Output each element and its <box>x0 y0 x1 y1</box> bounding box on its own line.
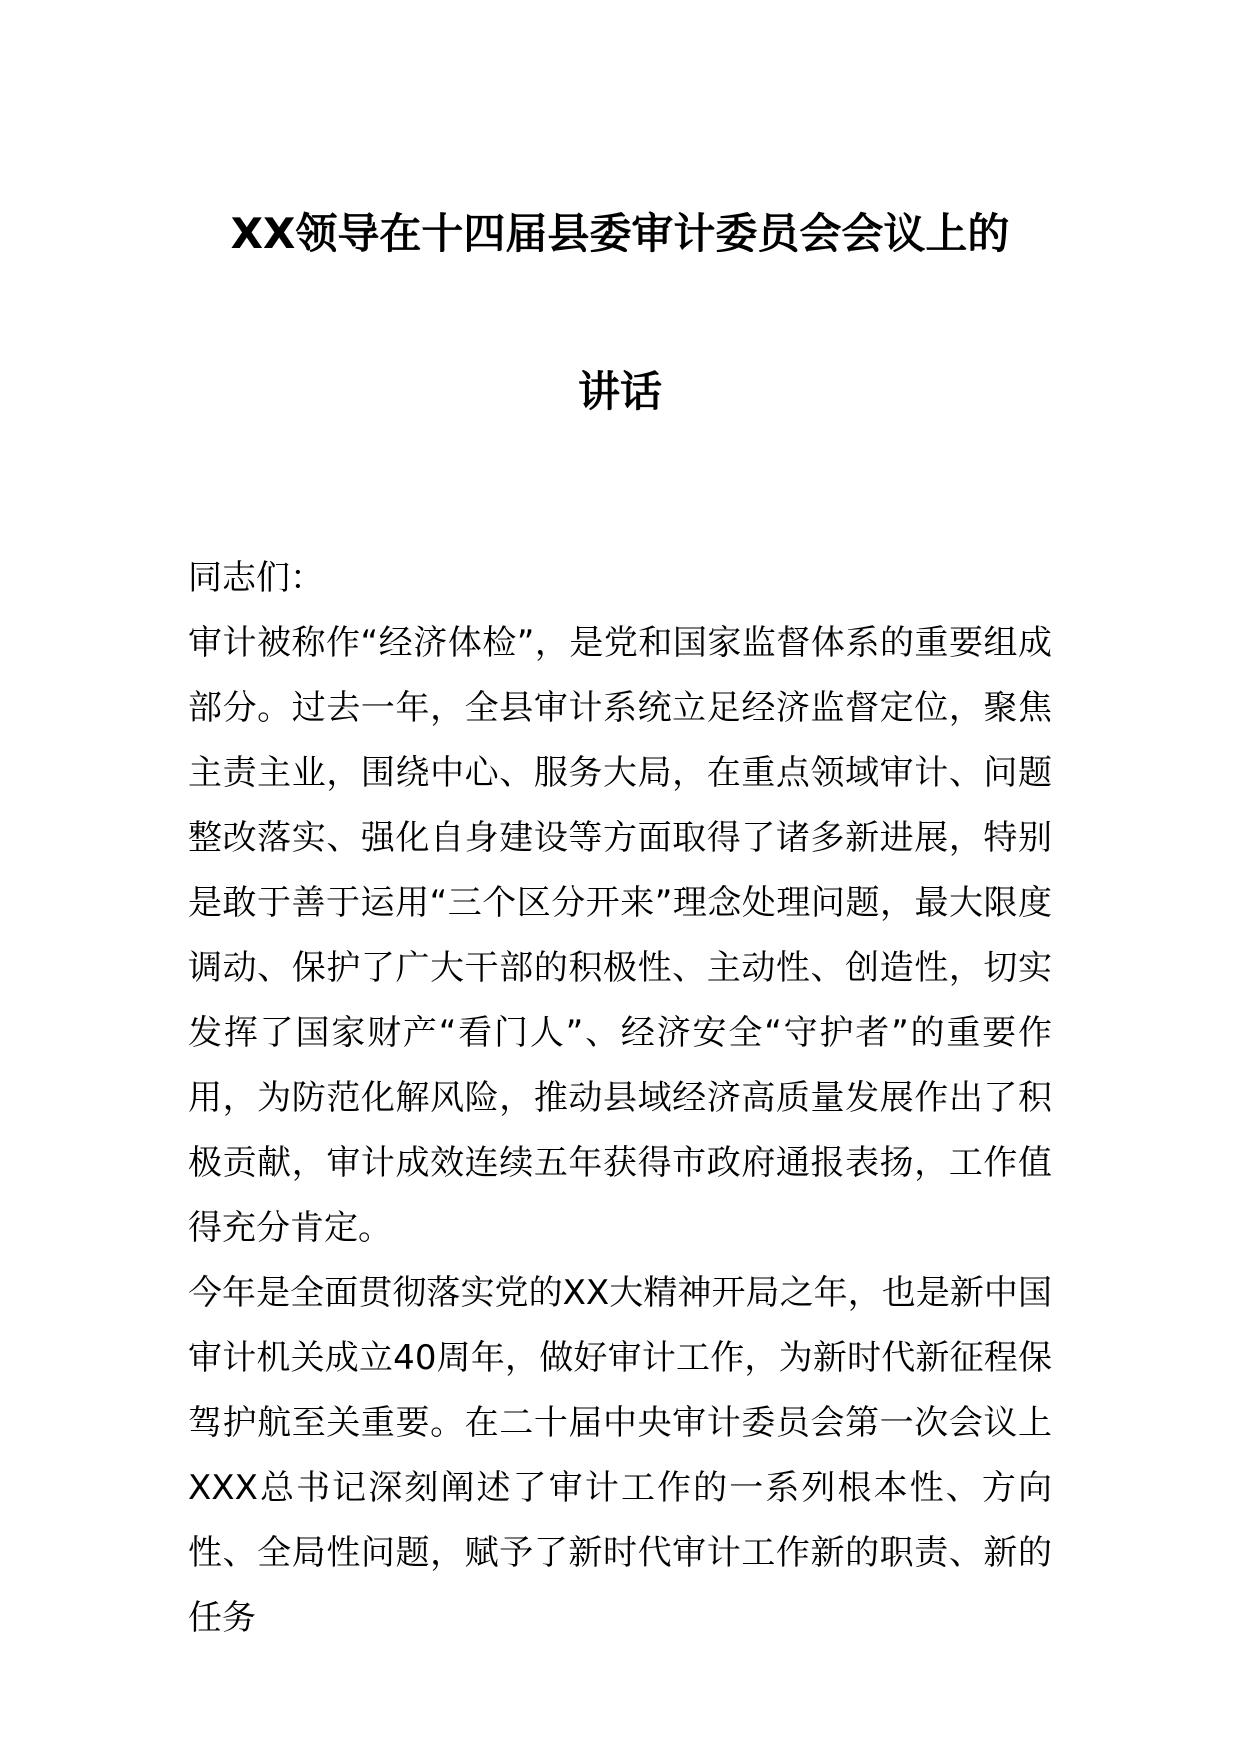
document-title-line-1: XX领导在十四届县委审计委员会会议上的 <box>230 209 1010 258</box>
salutation: 同志们： <box>188 558 324 598</box>
paragraph-1: 审计被称作“经济体检”，是党和国家监督体系的重要组成部分。过去一年，全县审计系统立足经济监督定位，聚焦主责主业，围绕中心、服务大局，在重点领域审计、问题整改落实、强化自身建设等方面取得了诸多新进展，特别是敢于善于运用“三个区分开来”理念处理问题，最大限度调动、保护了广大干部的积极性、主动性、创造性，切实发挥了国家财产“看门人”、经济安全“守护者”的重要作用，为防范化解风险，推动县域经济高质量发展作出了积极贡献，审计成效连续五年获得市政府通报表扬，工作值得充分肯定。 <box>188 623 1052 1248</box>
document-body <box>188 546 1052 1651</box>
document-title-line-2: 讲话 <box>577 367 662 416</box>
paragraph-2: 今年是全面贯彻落实党的XX大精神开局之年，也是新中国审计机关成立40周年，做好审计工作，为新时代新征程保驾护航至关重要。在二十届中央审计委员会第一次会议上XXX总书记深刻阐述了审计工作的一系列根本性、方向性、全局性问题，赋予了新时代审计工作新的职责、新的任务 <box>188 1273 1052 1638</box>
